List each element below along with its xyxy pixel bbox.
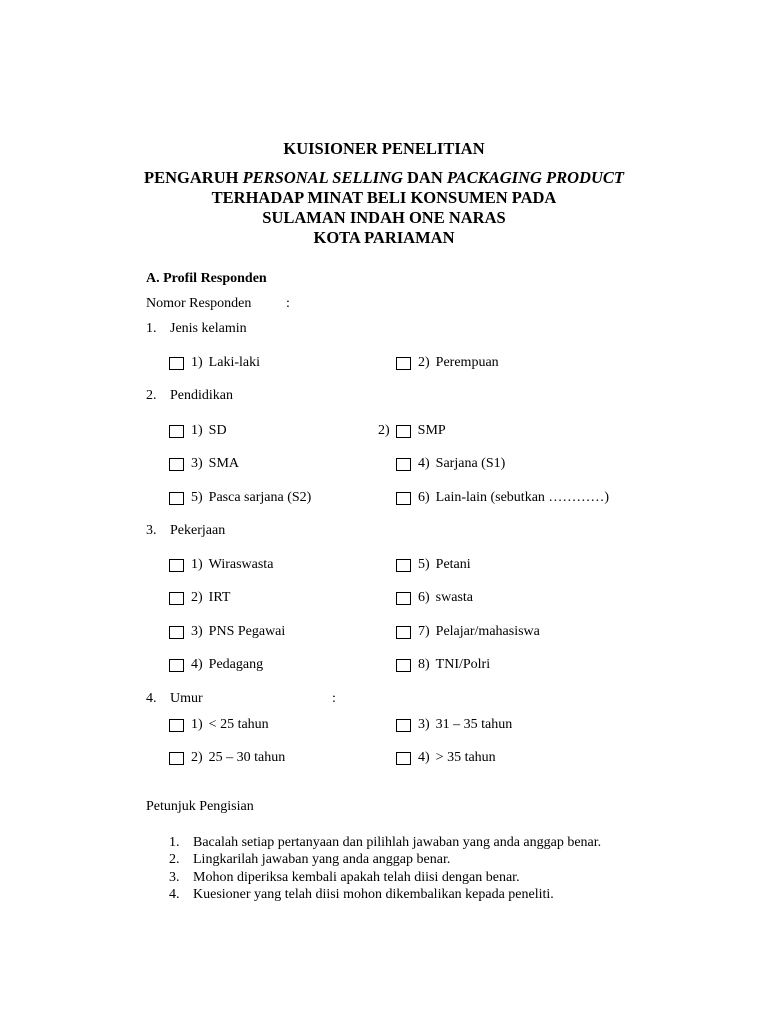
q2-label: Pendidikan — [170, 388, 233, 403]
checkbox[interactable] — [396, 559, 411, 572]
nomor-responden-label: Nomor Responden — [146, 296, 252, 311]
option-label: Pedagang — [208, 657, 264, 672]
option-label: > 35 tahun — [435, 750, 496, 765]
option-number: 1) — [191, 423, 203, 438]
option-number: 3) — [191, 456, 203, 471]
option-number: 6) — [418, 490, 430, 505]
q1-number: 1. — [146, 321, 157, 336]
q1-option-perempuan[interactable] — [396, 355, 499, 371]
option-number: 4) — [418, 456, 430, 471]
instruction-text: Mohon diperiksa kembali apakah telah diisi dengan benar. — [193, 869, 520, 885]
checkbox[interactable] — [396, 719, 411, 732]
option-label: Wiraswasta — [208, 557, 274, 572]
checkbox[interactable] — [396, 357, 411, 370]
q4-option-31-35[interactable] — [396, 717, 512, 733]
checkbox[interactable] — [169, 626, 184, 639]
option-number: 6) — [418, 590, 430, 605]
subtitle-line-2: TERHADAP MINAT BELI KONSUMEN PADA — [211, 188, 557, 207]
checkbox[interactable] — [169, 659, 184, 672]
q2-number: 2. — [146, 388, 157, 403]
instructions-heading: Petunjuk Pengisian — [146, 799, 254, 814]
instruction-number: 3. — [169, 869, 180, 885]
instruction-text: Bacalah setiap pertanyaan dan pilihlah jawaban yang anda anggap benar. — [193, 835, 602, 850]
q4-option-over-35[interactable] — [396, 750, 496, 766]
document-title: KUISIONER PENELITIAN — [283, 139, 485, 158]
instruction-item — [169, 834, 601, 851]
q3-option-wiraswasta[interactable] — [169, 557, 273, 573]
option-number: 5) — [418, 557, 430, 572]
q4-option-25-30[interactable] — [169, 750, 285, 766]
option-number: 2) — [191, 590, 203, 605]
q3-label: Pekerjaan — [170, 523, 226, 538]
q3-number: 3. — [146, 523, 157, 538]
instruction-item — [169, 886, 601, 903]
checkbox[interactable] — [169, 592, 184, 605]
q2-option-sd[interactable] — [169, 423, 227, 439]
q2-option-smp[interactable] — [378, 423, 446, 439]
checkbox[interactable] — [169, 357, 184, 370]
checkbox[interactable] — [169, 719, 184, 732]
option-label: TNI/Polri — [435, 657, 491, 672]
checkbox[interactable] — [396, 492, 411, 505]
option-number: 5) — [191, 490, 203, 505]
q3-option-pedagang[interactable] — [169, 657, 263, 673]
option-number: 1) — [191, 557, 203, 572]
q2-option-sarjana[interactable] — [396, 456, 505, 472]
option-number: 7) — [418, 624, 430, 639]
q2-option-lain-lain[interactable] — [396, 490, 609, 506]
option-number: 3) — [191, 624, 203, 639]
option-label: IRT — [208, 590, 231, 605]
option-number: 4) — [418, 750, 430, 765]
q3-option-pns-pegawai[interactable] — [169, 624, 285, 640]
instruction-item — [169, 869, 601, 886]
q4-label: Umur — [170, 691, 203, 706]
option-number: 2) — [378, 423, 390, 438]
option-label: Pelajar/mahasiswa — [435, 624, 540, 639]
option-number: 2) — [191, 750, 203, 765]
subtitle-line-3: SULAMAN INDAH ONE NARAS — [262, 208, 506, 227]
subtitle-text-1: PENGARUH — [144, 168, 243, 187]
q1-label: Jenis kelamin — [170, 321, 247, 336]
option-label: PNS Pegawai — [208, 624, 286, 639]
nomor-responden-colon: : — [286, 296, 290, 311]
subtitle-italic-1: PERSONAL SELLING — [242, 168, 403, 187]
option-label: Sarjana (S1) — [435, 456, 506, 471]
q2-option-sma[interactable] — [169, 456, 239, 472]
title-block — [0, 139, 768, 248]
checkbox[interactable] — [396, 659, 411, 672]
checkbox[interactable] — [169, 752, 184, 765]
section-a-heading: A. Profil Responden — [146, 271, 267, 286]
instruction-number: 4. — [169, 886, 180, 902]
checkbox[interactable] — [396, 458, 411, 471]
subtitle-text-2: DAN — [402, 168, 447, 187]
option-label: SMA — [208, 456, 240, 471]
option-label: Pasca sarjana (S2) — [208, 490, 312, 505]
q3-option-irt[interactable] — [169, 590, 230, 606]
option-number: 8) — [418, 657, 430, 672]
q4-option-under-25[interactable] — [169, 717, 269, 733]
instruction-number: 1. — [169, 835, 180, 850]
checkbox[interactable] — [169, 559, 184, 572]
option-label: 31 – 35 tahun — [435, 717, 513, 732]
option-label: Perempuan — [435, 355, 499, 370]
q1-option-laki-laki[interactable] — [169, 355, 260, 371]
checkbox[interactable] — [169, 458, 184, 471]
checkbox[interactable] — [396, 626, 411, 639]
instruction-number: 2. — [169, 852, 180, 868]
option-label: SMP — [417, 423, 446, 438]
checkbox[interactable] — [396, 592, 411, 605]
option-label: < 25 tahun — [208, 717, 269, 732]
option-label: 25 – 30 tahun — [208, 750, 286, 765]
q4-colon: : — [332, 691, 336, 706]
option-label: swasta — [435, 590, 473, 605]
option-number: 4) — [191, 657, 203, 672]
q3-option-petani[interactable] — [396, 557, 471, 573]
option-label: Laki-laki — [208, 355, 260, 370]
option-number: 2) — [418, 355, 430, 370]
q3-option-tni-polri[interactable] — [396, 657, 490, 673]
subtitle-line-4: KOTA PARIAMAN — [313, 228, 455, 247]
option-number: 1) — [191, 717, 203, 732]
instruction-text: Lingkarilah jawaban yang anda anggap benar. — [193, 852, 451, 868]
q2-option-pasca-sarjana[interactable] — [169, 490, 311, 506]
option-label: Lain-lain (sebutkan …………) — [435, 490, 610, 505]
option-number: 3) — [418, 717, 430, 732]
q4-number: 4. — [146, 691, 157, 706]
option-label: SD — [208, 423, 227, 438]
q3-option-pelajar-mahasiswa[interactable] — [396, 624, 540, 640]
instruction-item — [169, 851, 601, 868]
checkbox[interactable] — [396, 752, 411, 765]
option-number: 1) — [191, 355, 203, 370]
option-label: Petani — [435, 557, 471, 572]
subtitle-line-1 — [0, 168, 768, 188]
instructions-list — [169, 834, 601, 903]
q3-option-swasta[interactable] — [396, 590, 473, 606]
subtitle-italic-2: PACKAGING PRODUCT — [446, 168, 624, 187]
instruction-text: Kuesioner yang telah diisi mohon dikembalikan kepada peneliti. — [193, 886, 554, 902]
checkbox[interactable] — [169, 492, 184, 505]
checkbox[interactable] — [169, 425, 184, 438]
checkbox[interactable] — [396, 425, 411, 438]
